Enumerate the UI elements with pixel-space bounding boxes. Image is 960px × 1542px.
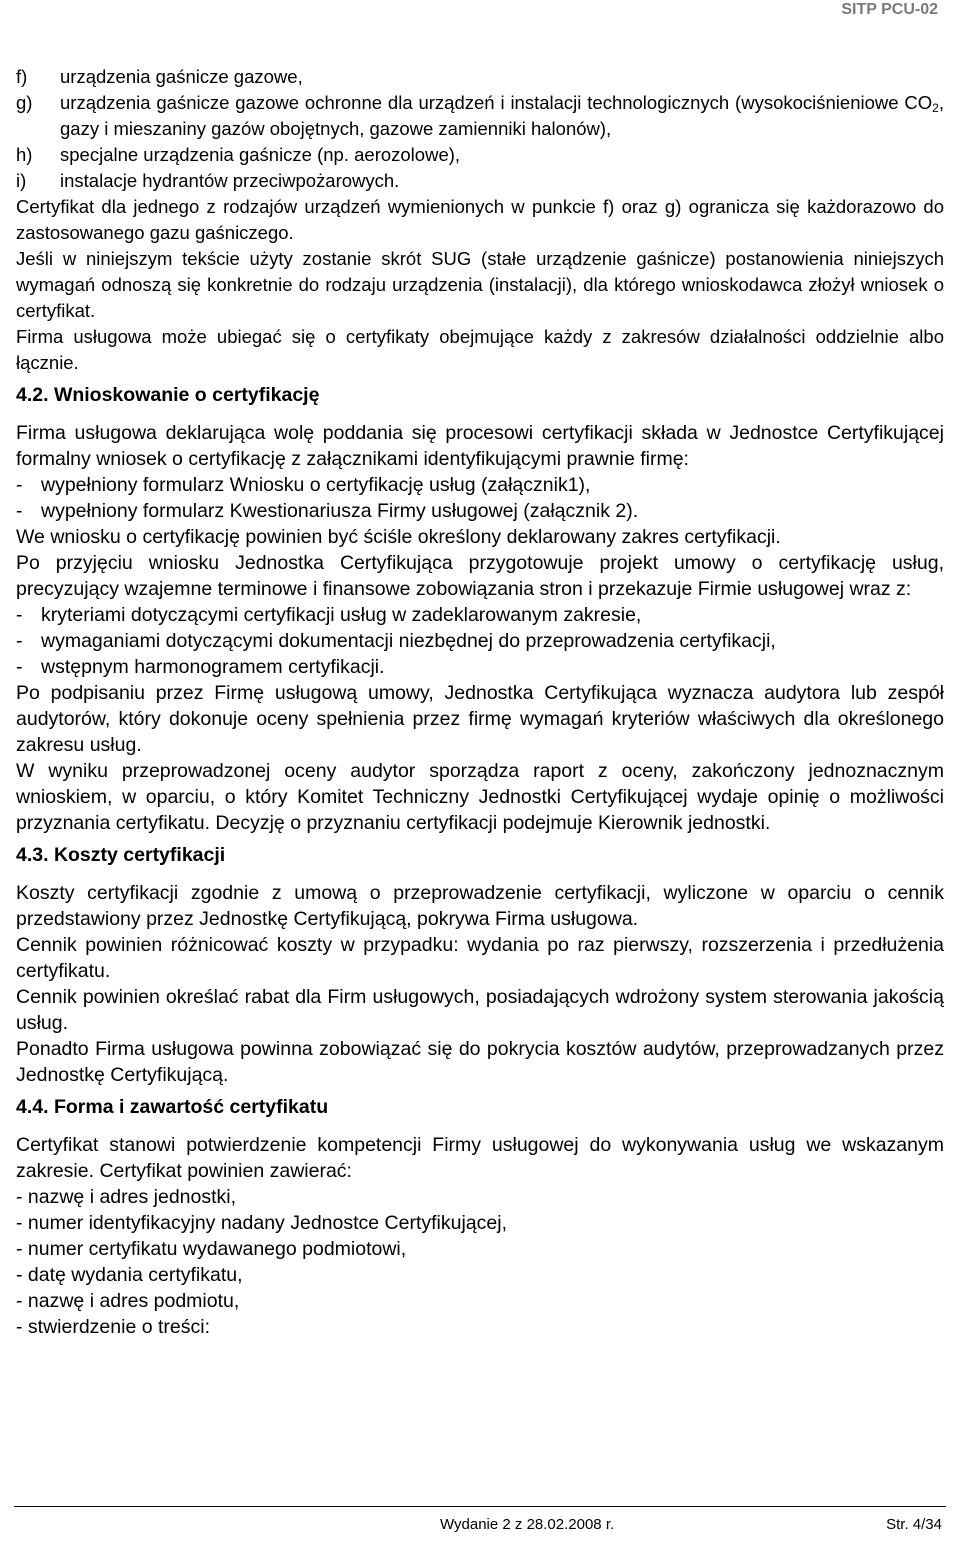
subscript: 2 [932,101,939,115]
list-item: - stwierdzenie o treści: [16,1316,210,1338]
top-list [16,64,944,376]
section-4-4-body [16,1132,944,1340]
section-heading: 4.4. Forma i zawartość certyfikatu [16,1096,329,1118]
paragraph: Cennik powinien różnicować koszty w przypadku: wydania po raz pierwszy, rozszerzenia i przedłużenia certyfikatu. [16,934,944,982]
list-text: wypełniony formularz Wniosku o certyfikację usług (załącznik1), [41,474,591,496]
footer-edition: Wydanie 2 z 28.02.2008 r. [440,1516,615,1533]
paragraph: Ponadto Firma usługowa powinna zobowiązać się do pokrycia kosztów audytów, przeprowadzanych przez Jednostkę Certyfikującą. [16,1038,944,1086]
list-text: urządzenia gaśnicze gazowe, [60,66,303,87]
list-marker: h) [16,144,33,165]
paragraph: Jeśli w niniejszym tekście użyty zostanie skrót SUG (stałe urządzenie gaśnicze) postanowienia niniejszych wymagań odnoszą się konkretnie do rodzaju urządzenia (instalacji), dla którego wnioskodawca złożył wniosek o certyfikat. [16,248,944,321]
list-text: wstępnym harmonogramem certyfikacji. [41,656,385,678]
paragraph: We wniosku o certyfikację powinien być ściśle określony deklarowany zakres certyfikacji. [16,526,781,548]
paragraph: Po podpisaniu przez Firmę usługową umowy, Jednostka Certyfikująca wyznacza audytora lub zespół audytorów, który dokonuje oceny spełnienia przez firmę wymagań kryteriów właściwych dla określonego zakresu usług. [16,682,944,756]
dash-marker: - [16,656,23,678]
paragraph: Firma usługowa może ubiegać się o certyfikaty obejmujące każdy z zakresów działalności oddzielnie albo łącznie. [16,326,944,373]
section-4-3-body [16,880,944,1088]
paragraph: Po przyjęciu wniosku Jednostka Certyfikująca przygotowuje projekt umowy o certyfikację usług, precyzujący wzajemne terminowe i finansowe zobowiązania stron i przekazuje Firmie usługowej wraz z: [16,552,944,600]
list-item [16,64,944,90]
list-text: wymaganiami dotyczącymi dokumentacji niezbędnej do przeprowadzenia certyfikacji, [41,630,776,652]
footer-page-number: Str. 4/34 [886,1516,942,1533]
list-item [16,472,944,498]
list-item: - nazwę i adres jednostki, [16,1186,237,1208]
list-text: instalacje hydrantów przeciwpożarowych. [60,170,400,191]
dash-marker: - [16,630,23,652]
list-marker: g) [16,92,33,113]
list-item: - datę wydania certyfikatu, [16,1264,243,1286]
list-text [60,90,944,142]
list-marker: i) [16,170,27,191]
paragraph: Certyfikat dla jednego z rodzajów urządzeń wymienionych w punkcie f) oraz g) ogranicza się każdorazowo do zastosowanego gazu gaśniczego. [16,196,944,243]
list-item [16,90,944,142]
list-text: kryteriami dotyczącymi certyfikacji usług w zadeklarowanym zakresie, [41,604,642,626]
list-item [16,628,944,654]
list-item [16,602,944,628]
paragraph: Certyfikat stanowi potwierdzenie kompetencji Firmy usługowej do wykonywania usług we wskazanym zakresie. Certyfikat powinien zawierać: [16,1134,944,1182]
document-code: SITP PCU-02 [841,1,938,18]
section-4-2-body [16,420,944,836]
paragraph: Cennik powinien określać rabat dla Firm usługowych, posiadających wdrożony system sterowania jakością usług. [16,986,944,1034]
section-heading: 4.2. Wnioskowanie o certyfikację [16,384,320,406]
dash-marker: - [16,604,23,626]
paragraph: Koszty certyfikacji zgodnie z umową o przeprowadzenie certyfikacji, wyliczone w oparciu o cennik przedstawiony przez Jednostkę Certyfikującą, pokrywa Firma usługowa. [16,882,944,930]
list-text-part: urządzenia gaśnicze gazowe ochronne dla urządzeń i instalacji technologicznych (wysokociśnieniowe CO [60,92,933,113]
list-item [16,654,944,680]
list-text-part: , gazy i mieszaniny gazów obojętnych, gazowe zamienniki halonów), [60,92,944,139]
dash-marker: - [16,500,23,522]
footer-divider [14,1506,946,1507]
dash-marker: - [16,474,23,496]
list-item: - numer certyfikatu wydawanego podmiotowi, [16,1238,407,1260]
list-item: - nazwę i adres podmiotu, [16,1290,240,1312]
document-body [16,64,944,1340]
section-heading: 4.3. Koszty certyfikacji [16,844,226,866]
list-text: wypełniony formularz Kwestionariusza Firmy usługowej (załącznik 2). [41,500,639,522]
list-text: specjalne urządzenia gaśnicze (np. aerozolowe), [60,144,461,165]
list-item [16,142,944,168]
list-marker: f) [16,66,28,87]
list-item: - numer identyfikacyjny nadany Jednostce Certyfikującej, [16,1212,507,1234]
list-item [16,498,944,524]
list-item [16,168,944,194]
paragraph: Firma usługowa deklarująca wolę poddania się procesowi certyfikacji składa w Jednostce Certyfikującej formalny wniosek o certyfikację z załącznikami identyfikującymi prawnie firmę: [16,422,944,470]
paragraph: W wyniku przeprowadzonej oceny audytor sporządza raport z oceny, zakończony jednoznacznym wnioskiem, w oparciu, o który Komitet Techniczny Jednostki Certyfikującej wydaje opinię o możliwości przyznania certyfikatu. Decyzję o przyznaniu certyfikacji podejmuje Kierownik jednostki. [16,760,944,834]
